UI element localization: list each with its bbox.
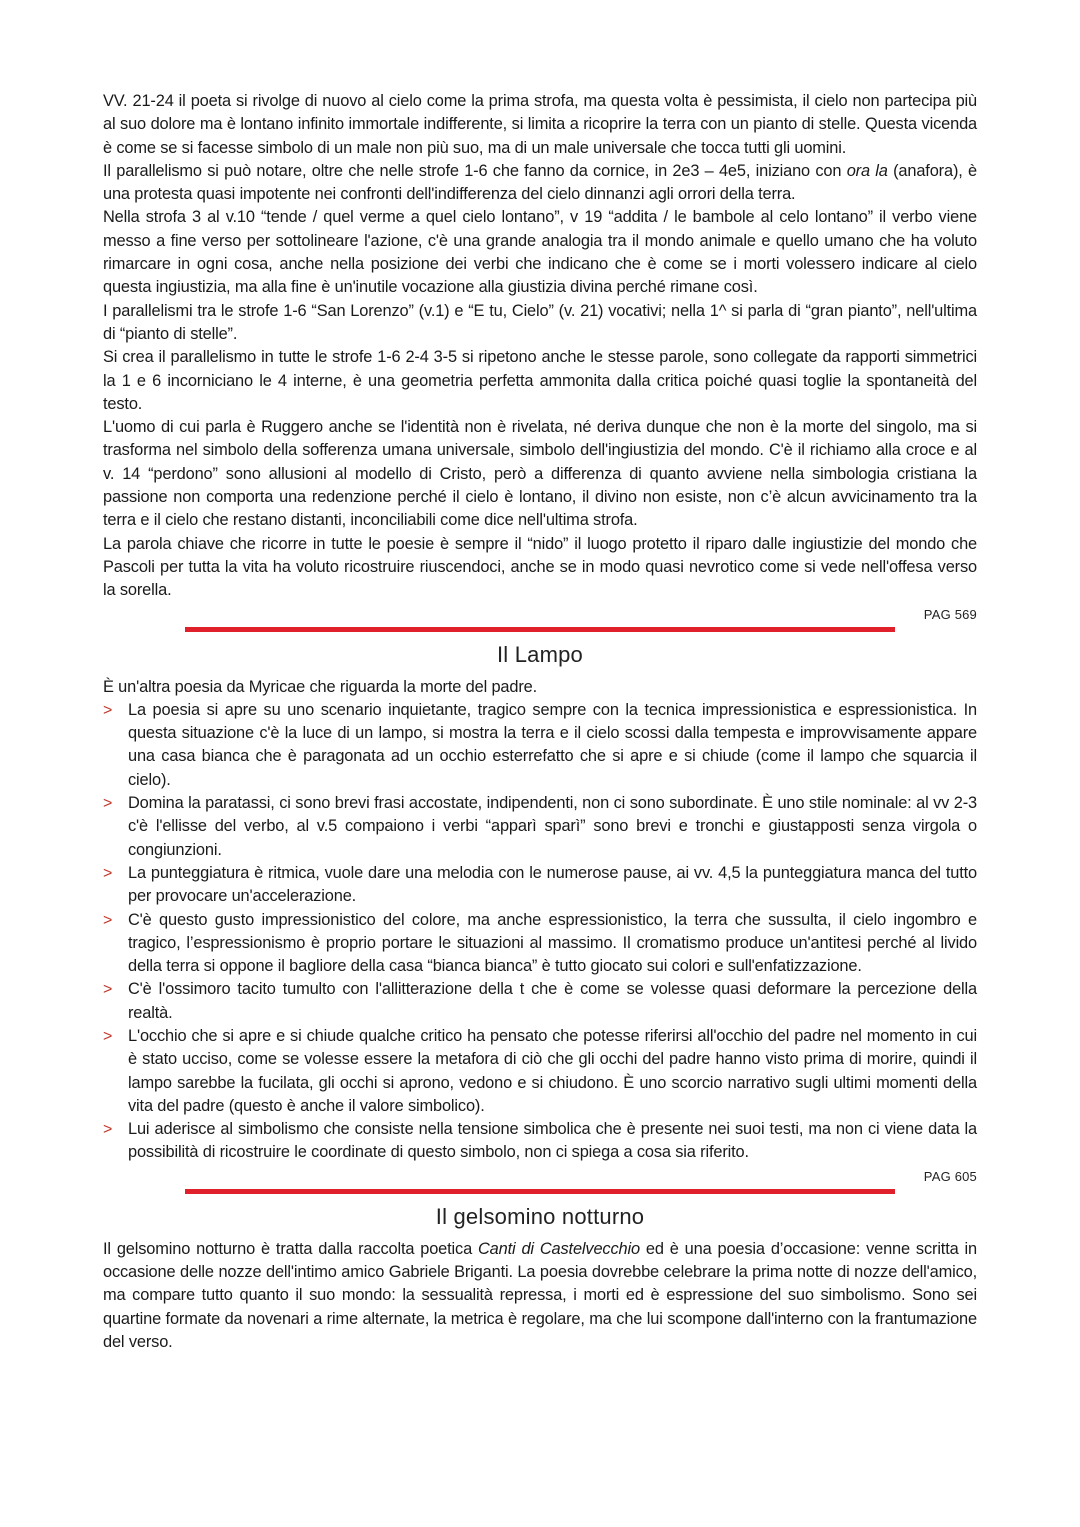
gelsomino-paragraph — [103, 1238, 977, 1354]
list-item — [103, 1118, 977, 1165]
paragraph-nido: La parola chiave che ricorre in tutte le poesie è sempre il “nido” il luogo protetto il riparo dalle ingiustizie del mondo che Pascoli per tutta la vita ha voluto ricostruire riuscendoci, anche se in modo quasi nevrotico come si vede nell'offesa verso la sorella. — [103, 534, 977, 600]
italic-text: ora la — [846, 161, 888, 180]
text-span: (anafora), è una protesta quasi impotente nei confronti dell'indifferenza del cielo dinnanzi agli orrori della terra. — [103, 161, 977, 204]
page-ref-row — [103, 607, 977, 627]
page-ref-row — [103, 1169, 977, 1189]
list-item — [103, 699, 977, 792]
chevron-right-icon: > — [103, 911, 113, 929]
list-item-text: L'occhio che si apre e si chiude qualche critico ha pensato che potesse riferirsi all'occhio del padre nel momento in cui è stato ucciso, come se volesse essere la metafora di ciò che gli occhi del padre hanno visto prima di morire, quindi il lampo sarebbe la fucilata, gli occhi si aprono, vedono e si chiudono. È uno scorcio narrativo sugli ultimi momenti della vita del padre (questo è anche il valore simbolico). — [128, 1026, 977, 1115]
list-item-text: C'è l'ossimoro tacito tumulto con l'allitterazione della t che è come se volesse quasi deformare la percezione della realtà. — [128, 980, 977, 1022]
section-divider — [185, 627, 895, 632]
list-item — [103, 792, 977, 862]
lampo-bullet-list — [103, 699, 977, 1165]
list-item — [103, 909, 977, 979]
page-reference: PAG 605 — [923, 1168, 977, 1184]
list-item-text: Lui aderisce al simbolismo che consiste nella tensione simbolica che è presente nei suoi testi, ma non ci viene data la possibilità di ricostruire le coordinate di questo simbolo, non ci spiega a cosa sia riferito. — [128, 1120, 977, 1162]
chevron-right-icon: > — [103, 795, 113, 813]
italic-text: Canti di Castelvecchio — [478, 1239, 640, 1258]
list-item — [103, 862, 977, 909]
chevron-right-icon: > — [103, 864, 113, 882]
paragraph-simmetria: Si crea il parallelismo in tutte le strofe 1-6 2-4 3-5 si ripetono anche le stesse parole, sono collegate da rapporti simmetrici la 1 e 6 incorniciano le 4 interne, è una geometria perfetta ammonita dalla critica poiché quasi toglie la spontaneità del testo. — [103, 348, 977, 413]
list-item-text: Domina la paratassi, ci sono brevi frasi accostate, indipendenti, non ci sono subordinate. È uno stile nominale: al vv 2-3 c'è l'ellisse del verbo, al v.5 compaiono i verbi “apparì sparì” sono brevi e tronchi e giustapposti senza virgola o congiunzioni. — [128, 794, 977, 859]
text-span: ed è una poesia d’occasione: venne scritta in occasione delle nozze dell'intimo amico Gabriele Briganti. La poesia dovrebbe celebrare la prima notte di nozze dell'amico, ma compare tutto quanto il suo mondo: la sessualità repressa, i morti ed è espressione del suo simbolismo. Sono sei quartine formate da novenari a rime alternate, la metrica è regolare, ma che lui scompone dall'interno con la frantumazione del verso. — [103, 1239, 977, 1351]
chevron-right-icon: > — [103, 1121, 113, 1139]
list-item — [103, 1025, 977, 1118]
section-title-gelsomino: Il gelsomino notturno — [435, 1203, 645, 1229]
list-item-text: La punteggiatura è ritmica, vuole dare una melodia con le numerose pause, ai vv. 4,5 la punteggiatura manca del tutto per provocare un'accelerazione. — [128, 863, 977, 906]
list-item-text: C'è questo gusto impressionistico del colore, ma anche espressionistico, la terra che sussulta, il cielo ingombro e tragico, l’espressionismo è proprio portare le situazioni al massimo. Il cromatismo produce un'antitesi perché al livido della terra si oppone il bagliore della casa “bianca bianca” è tutto giocato sui colori e sull'enfatizzazione. — [128, 910, 977, 976]
paragraph-ruggero: L'uomo di cui parla è Ruggero anche se l'identità non è rivelata, né deriva dunque che non è la morte del singolo, ma si trasforma nel simbolo della sofferenza umana universale, simbolo dell'ingiustizia del mondo. C'è il richiamo alla croce e al v. 14 “perdono” sono allusioni al modello di Cristo, però a differenza di quanto avviene nella simbologia cristiana la passione non comporta una redenzione perché il cielo è lontano, il divino non esiste, non c’è alcun avvicinamento tra la terra e il cielo che restano distanti, inconciliabili come dice nell'ultima strofa. — [103, 418, 977, 530]
paragraph-parallelismi: I parallelismi tra le strofe 1-6 “San Lorenzo” (v.1) e “E tu, Cielo” (v. 21) vocativi; nella 1^ si parla di “gran pianto”, nell'ultima di “pianto di stelle”. — [103, 301, 977, 343]
text-span: Il gelsomino notturno è tratta dalla raccolta poetica — [103, 1239, 478, 1258]
list-item-text: La poesia si apre su uno scenario inquietante, tragico sempre con la tecnica impressionistica e espressionistica. In questa situazione c'è la luce di un lampo, si mostra la terra e il cielo scossi dalla tempesta e improvvisamente appare una casa bianca che è paragonata ad un occhio esterrefatto che si apre e si chiude (come il lampo che squarcia il cielo). — [128, 700, 977, 789]
list-item — [103, 978, 977, 1025]
paragraph-vv21-24: VV. 21-24 il poeta si rivolge di nuovo al cielo come la prima strofa, ma questa volta è pessimista, il cielo non partecipa più al suo dolore ma è lontano infinito immortale indifferente, si limita a ricoprire la terra con un pianto di stelle. Questa vicenda è come se si facesse simbolo di un male non più suo, ma di un male universale che tocca tutti gli uomini. — [103, 92, 977, 157]
document-page — [103, 90, 977, 1354]
section-title-lampo: Il Lampo — [497, 641, 583, 667]
text-span: Il parallelismo si può notare, oltre che nelle strofe 1-6 che fanno da cornice, in 2e3 – 4e5, iniziano con — [103, 161, 847, 180]
chevron-right-icon: > — [103, 1027, 113, 1045]
paragraph-strofa-3: Nella strofa 3 al v.10 “tende / quel verme a quel cielo lontano”, v 19 “addita / le bambole al celo lontano” il verbo viene messo a fine verso per sottolineare l'azione, c'è una grande analogia tra il mondo animale e quello umano che ha voluto rimarcare in ogni cosa, anche nella posizione dei verbi che indicano che è come se i morti volessero indicare al cielo questa ingiustizia, ma alla fine è un'inutile vocazione alla giustizia divina perché rimane così. — [103, 208, 977, 297]
section-divider — [185, 1189, 895, 1194]
chevron-right-icon: > — [103, 701, 113, 719]
page-reference: PAG 569 — [923, 606, 977, 622]
lampo-intro: È un'altra poesia da Myricae che riguarda la morte del padre. — [103, 677, 538, 696]
paragraph-parallelismo — [103, 160, 977, 207]
chevron-right-icon: > — [103, 981, 113, 999]
